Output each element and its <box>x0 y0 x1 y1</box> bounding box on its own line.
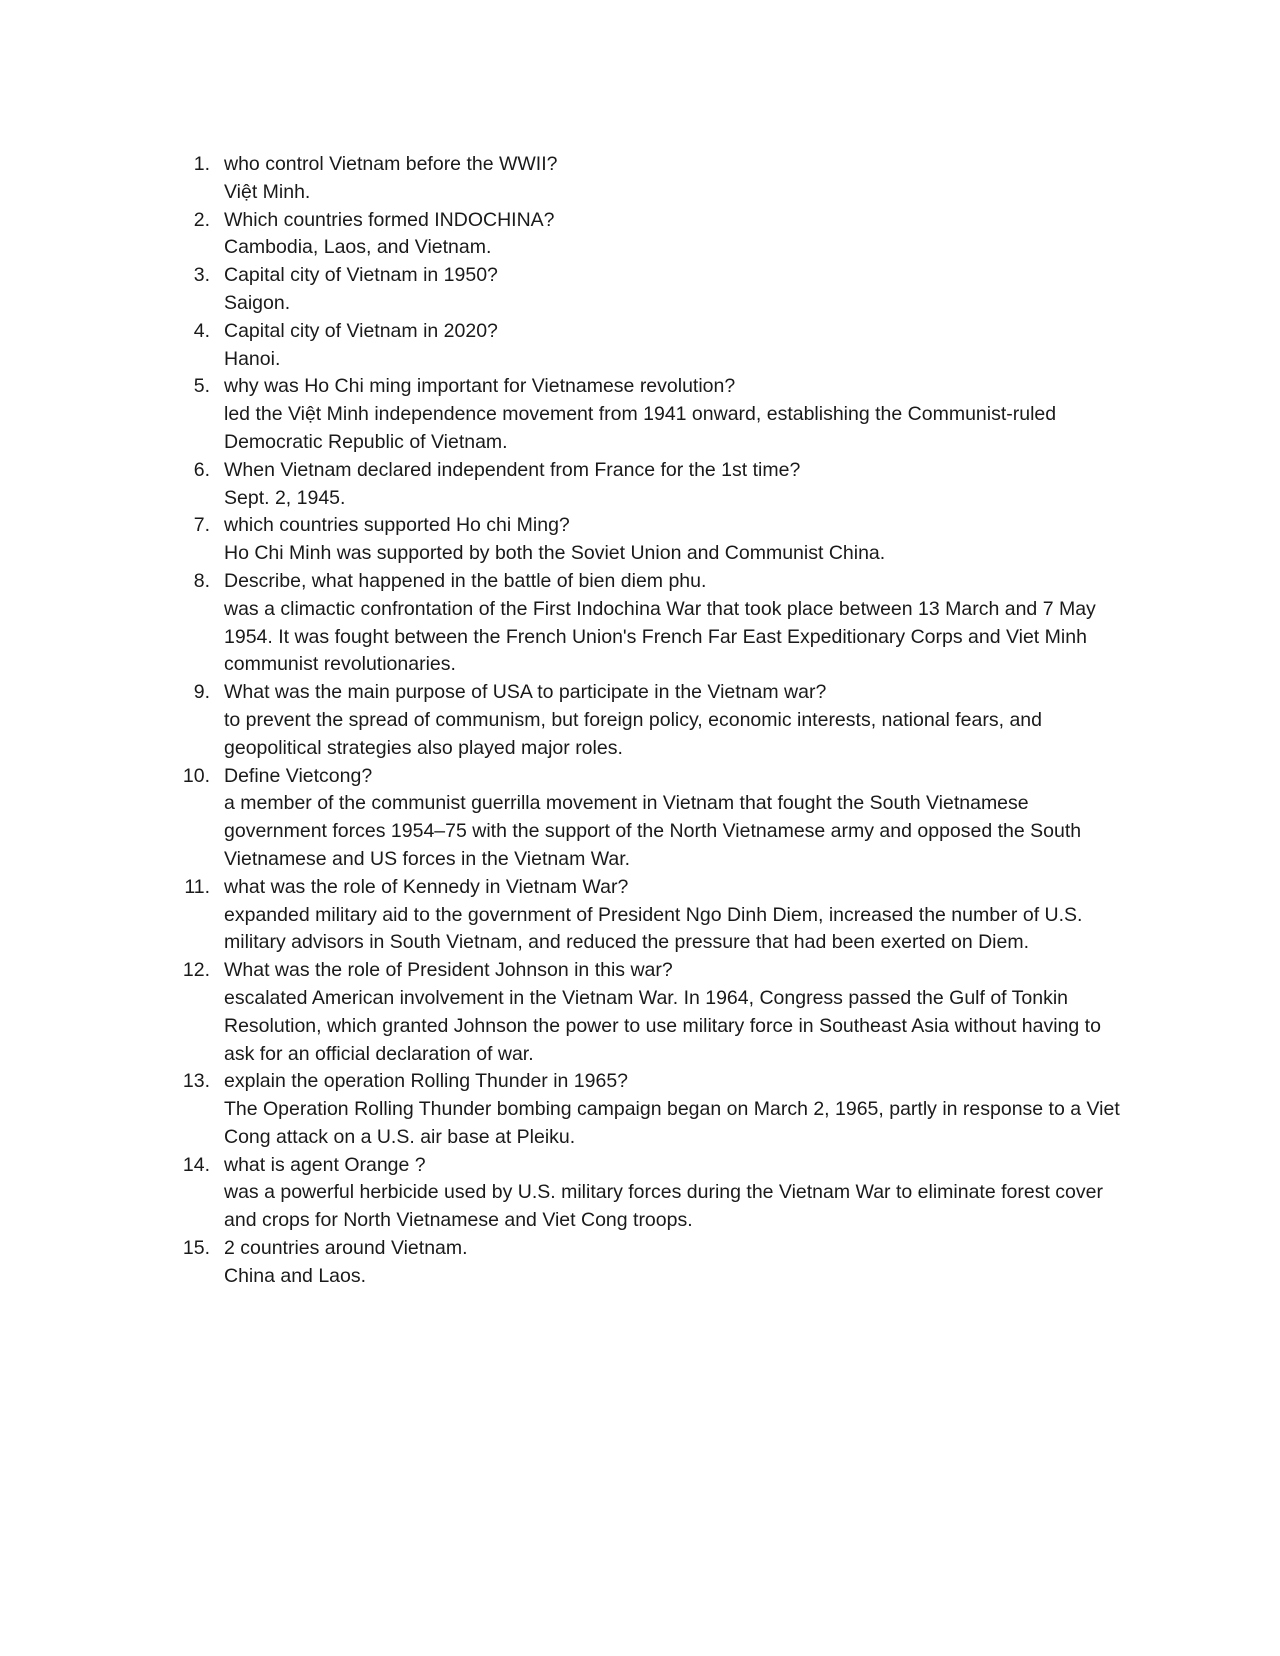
item-number: 10. <box>182 764 210 787</box>
question-text: What was the role of President Johnson in this war? <box>224 959 673 982</box>
list-item <box>182 568 1127 679</box>
question-text: why was Ho Chi ming important for Vietnamese revolution? <box>224 375 736 398</box>
answer-text: The Operation Rolling Thunder bombing campaign began on March 2, 1965, partly in response to a Viet Cong attack on a U.S. air base at Pleiku. <box>224 1098 1120 1148</box>
question-text: Which countries formed INDOCHINA? <box>224 208 555 231</box>
item-number: 5. <box>193 375 210 398</box>
list-item <box>182 763 1127 874</box>
question-text: Capital city of Vietnam in 2020? <box>224 319 498 342</box>
list-item <box>182 874 1127 957</box>
item-number: 2. <box>193 208 210 231</box>
question-text: what was the role of Kennedy in Vietnam War? <box>224 875 629 898</box>
question-text: What was the main purpose of USA to participate in the Vietnam war? <box>224 681 827 704</box>
answer-text: Saigon. <box>224 291 291 314</box>
list-item <box>182 151 1127 207</box>
list-item <box>182 207 1127 263</box>
list-item <box>182 1235 1127 1291</box>
item-number: 8. <box>193 569 210 592</box>
list-item <box>182 318 1127 374</box>
question-text: which countries supported Ho chi Ming? <box>224 514 570 537</box>
list-item <box>182 512 1127 568</box>
question-text: 2 countries around Vietnam. <box>224 1237 468 1260</box>
list-item <box>182 373 1127 456</box>
question-text: Capital city of Vietnam in 1950? <box>224 264 498 287</box>
list-item <box>182 679 1127 762</box>
question-text: explain the operation Rolling Thunder in 1965? <box>224 1070 629 1093</box>
answer-text: Ho Chi Minh was supported by both the Soviet Union and Communist China. <box>224 542 886 565</box>
question-text: Describe, what happened in the battle of bien diem phu. <box>224 569 707 592</box>
answer-text: was a powerful herbicide used by U.S. military forces during the Vietnam War to eliminate forest cover and crops for North Vietnamese and Viet Cong troops. <box>224 1181 1103 1232</box>
list-item <box>182 1152 1127 1235</box>
item-number: 6. <box>193 458 210 481</box>
question-text: what is agent Orange ? <box>224 1153 426 1176</box>
list-item <box>182 457 1127 513</box>
answer-text: Việt Minh. <box>224 180 311 203</box>
answer-text: to prevent the spread of communism, but foreign policy, economic interests, national fears, and geopolitical strategies also played major roles. <box>224 708 1042 759</box>
item-number: 14. <box>182 1153 210 1176</box>
item-number: 3. <box>193 264 210 287</box>
item-number: 1. <box>193 153 210 175</box>
question-text: When Vietnam declared independent from France for the 1st time? <box>224 458 801 481</box>
answer-text: led the Việt Minh independence movement from 1941 onward, establishing the Communist-ruled Democratic Republic of Vietnam. <box>224 403 1057 453</box>
item-number: 11. <box>184 875 210 898</box>
list-item <box>182 957 1127 1068</box>
answer-text: Cambodia, Laos, and Vietnam. <box>224 236 492 259</box>
item-number: 4. <box>193 319 210 342</box>
item-number: 7. <box>193 514 210 537</box>
answer-text: was a climactic confrontation of the First Indochina War that took place between 13 March and 7 May 1954. It was fought between the French Union's French Far East Expeditionary Corps and Viet Minh communist revolutionaries. <box>224 597 1096 676</box>
answer-text: escalated American involvement in the Vietnam War. In 1964, Congress passed the Gulf of Tonkin Resolution, which granted Johnson the power to use military force in Southeast Asia without having to ask for an official declaration of war. <box>224 986 1101 1065</box>
question-text: who control Vietnam before the WWII? <box>224 153 558 175</box>
answer-text: Hanoi. <box>224 347 281 370</box>
item-number: 9. <box>193 681 210 704</box>
item-number: 12. <box>182 959 210 982</box>
item-number: 15. <box>182 1237 210 1260</box>
answer-text: a member of the communist guerrilla movement in Vietnam that fought the South Vietnamese government forces 1954–75 with the support of the North Vietnamese army and opposed the South Vietnamese and US forces in the Vietnam War. <box>224 792 1082 870</box>
answer-text: China and Laos. <box>224 1264 367 1287</box>
list-item <box>182 1068 1127 1151</box>
question-answer-list <box>182 151 1127 1291</box>
item-number: 13. <box>182 1070 210 1093</box>
question-text: Define Vietcong? <box>224 764 373 787</box>
answer-text: Sept. 2, 1945. <box>224 486 346 509</box>
answer-text: expanded military aid to the government of President Ngo Dinh Diem, increased the number of U.S. military advisors in South Vietnam, and reduced the pressure that had been exerted on Diem. <box>224 903 1083 954</box>
list-item <box>182 262 1127 318</box>
